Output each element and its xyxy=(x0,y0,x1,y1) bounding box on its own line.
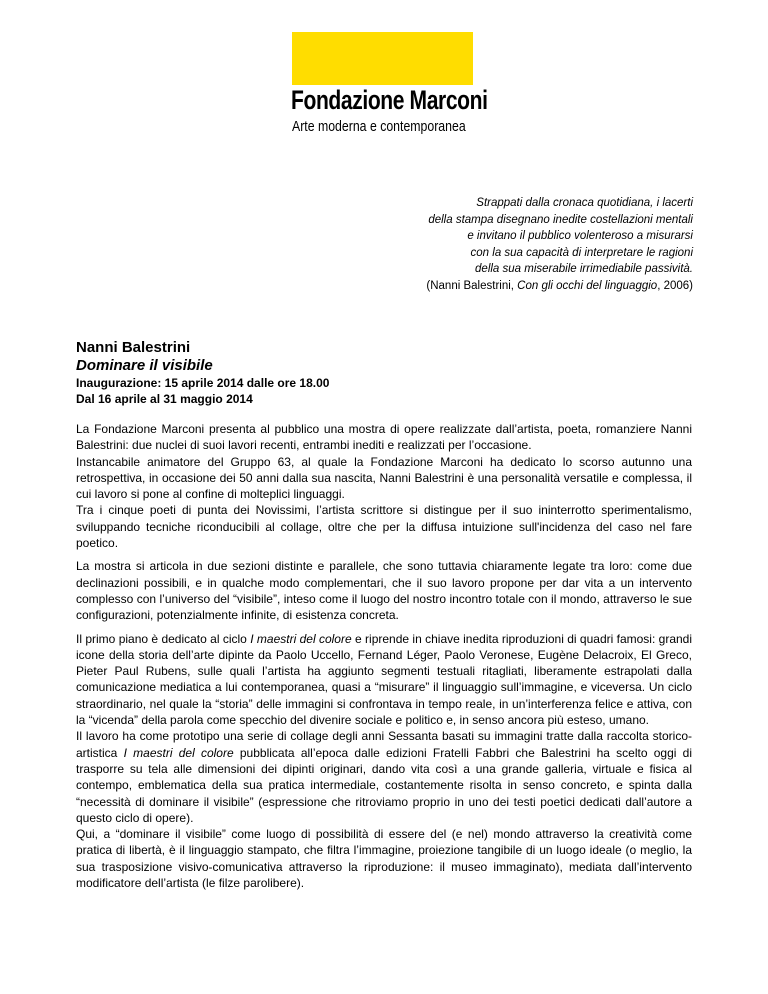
artist-name: Nanni Balestrini xyxy=(76,339,191,356)
logo-yellow-block xyxy=(292,32,473,85)
paragraph-text: Tra i cinque poeti di punta dei Novissimi, l’artista scrittore si distingue per il suo ininterrotto sperimentalismo, sviluppando tecniche riconducibili al collage, oltre che per la diffusa intuizione sull'incidenza del caso nel fare poetico. xyxy=(76,503,692,551)
paragraph-text: Instancabile animatore del Gruppo 63, al quale la Fondazione Marconi ha dedicato lo scorso autunno una retrospettiva, in occasione dei 50 anni dalla sua nascita, Nanni Balestrini è una personalità versatile e complessa, il cui lavoro si pone al confine di molteplici linguaggi. xyxy=(76,454,692,502)
press-release-body xyxy=(76,421,692,898)
citation-author: (Nanni Balestrini, xyxy=(426,279,518,292)
paragraph-text: Il lavoro ha come prototipo una serie di collage degli anni Sessanta basati su immagini tratte dalla raccolta storico-artistica xyxy=(76,729,692,760)
epigraph-line: Strappati dalla cronaca quotidiana, i lacerti xyxy=(476,197,693,209)
epigraph-line: della sua miserabile irrimediabile passività. xyxy=(475,263,693,275)
paragraph-text: Qui, a “dominare il visibile” come luogo di possibilità di essere del (e nel) mondo attraverso la creatività come pratica di libertà, è il linguaggio stampato, che filtra l’immagine, proiezione tangibile di un luogo ideale (o meglio, la sua trasposizione visivo-comunicativa attraverso la riproduzione: il museo immaginato), mediata dall’intervento modificatore dell’artista (le filze parolibere). xyxy=(76,827,692,891)
citation-title: Con gli occhi del linguaggio xyxy=(517,279,658,292)
title-block xyxy=(76,339,329,407)
exhibition-title: Dominare il visibile xyxy=(76,357,213,374)
series-title: I maestri del colore xyxy=(250,631,352,646)
logo-name: Fondazione Marconi xyxy=(291,85,488,115)
opening-date: Inaugurazione: 15 aprile 2014 dalle ore 18.00 xyxy=(76,376,330,390)
paragraph xyxy=(76,631,692,892)
citation-year: , 2006) xyxy=(657,279,693,292)
epigraph-line: e invitano il pubblico volenteroso a misurarsi xyxy=(467,230,693,242)
paragraph xyxy=(76,421,692,551)
paragraph: La mostra si articola in due sezioni distinte e parallele, che sono tuttavia chiaramente legate tra loro: come due declinazioni possibili, e in qualche modo complementari, che il suo lavoro propone per dar vita a un intervento complesso con l’universo del “visibile”, inteso come il luogo del nostro incontro totale con il mondo, attraverso le sue configurazioni, potenzialmente infinite, di esistenza concreta. xyxy=(76,559,692,623)
epigraph-citation xyxy=(426,278,693,295)
exhibition-period: Dal 16 aprile al 31 maggio 2014 xyxy=(76,392,253,406)
paragraph-text: La Fondazione Marconi presenta al pubblico una mostra di opere realizzate dall’artista, poeta, romanziere Nanni Balestrini: due nuclei di suoi lavori recenti, entrambi inediti e realizzati per l’occasione. xyxy=(76,422,692,453)
paragraph-text: pubblicata all’epoca dalle edizioni Fratelli Fabbri che Balestrini ha scelto oggi di trasporre su tela alle dimensioni dei dipinti originari, dando vita così a una grande galleria, virtuale e fisica al contempo, emblematica della sua pratica intermediale, costantemente risolta in senso concreto, e spinta dalla “necessità di dominare il visibile” (espressione che ritroviamo proprio in uno dei testi poetici dedicati dall’autore a questo ciclo di opere). xyxy=(76,745,692,825)
logo-subtitle: Arte moderna e contemporanea xyxy=(292,118,466,135)
epigraph-line: con la sua capacità di interpretare le ragioni xyxy=(470,246,693,259)
paragraph-text: e riprende in chiave inedita riproduzioni di quadri famosi: grandi icone della storia dell’arte dipinte da Paolo Uccello, Fernand Léger, Paolo Veronese, Eugène Delacroix, El Greco, Pieter Paul Rubens, sulle quali l’artista ha aggiunto segmenti testuali ritagliati, liberamente estrapolati dalla comunicazione mediatica a lui contemporanea, quasi a “misurare” il linguaggio sull’immagine, e viceversa. Un ciclo straordinario, nel quale la “storia” delle immagini si confrontava in tempo reale, in un’interferenza felice e attiva, con la “vicenda” della parola come specchio del divenire sociale e politico e, in senso ancora più esteso, umano. xyxy=(76,631,693,728)
series-title: I maestri del colore xyxy=(123,745,234,760)
epigraph xyxy=(426,195,693,294)
epigraph-line: della stampa disegnano inedite costellazioni mentali xyxy=(428,213,693,226)
paragraph-text: Il primo piano è dedicato al ciclo xyxy=(76,631,251,646)
